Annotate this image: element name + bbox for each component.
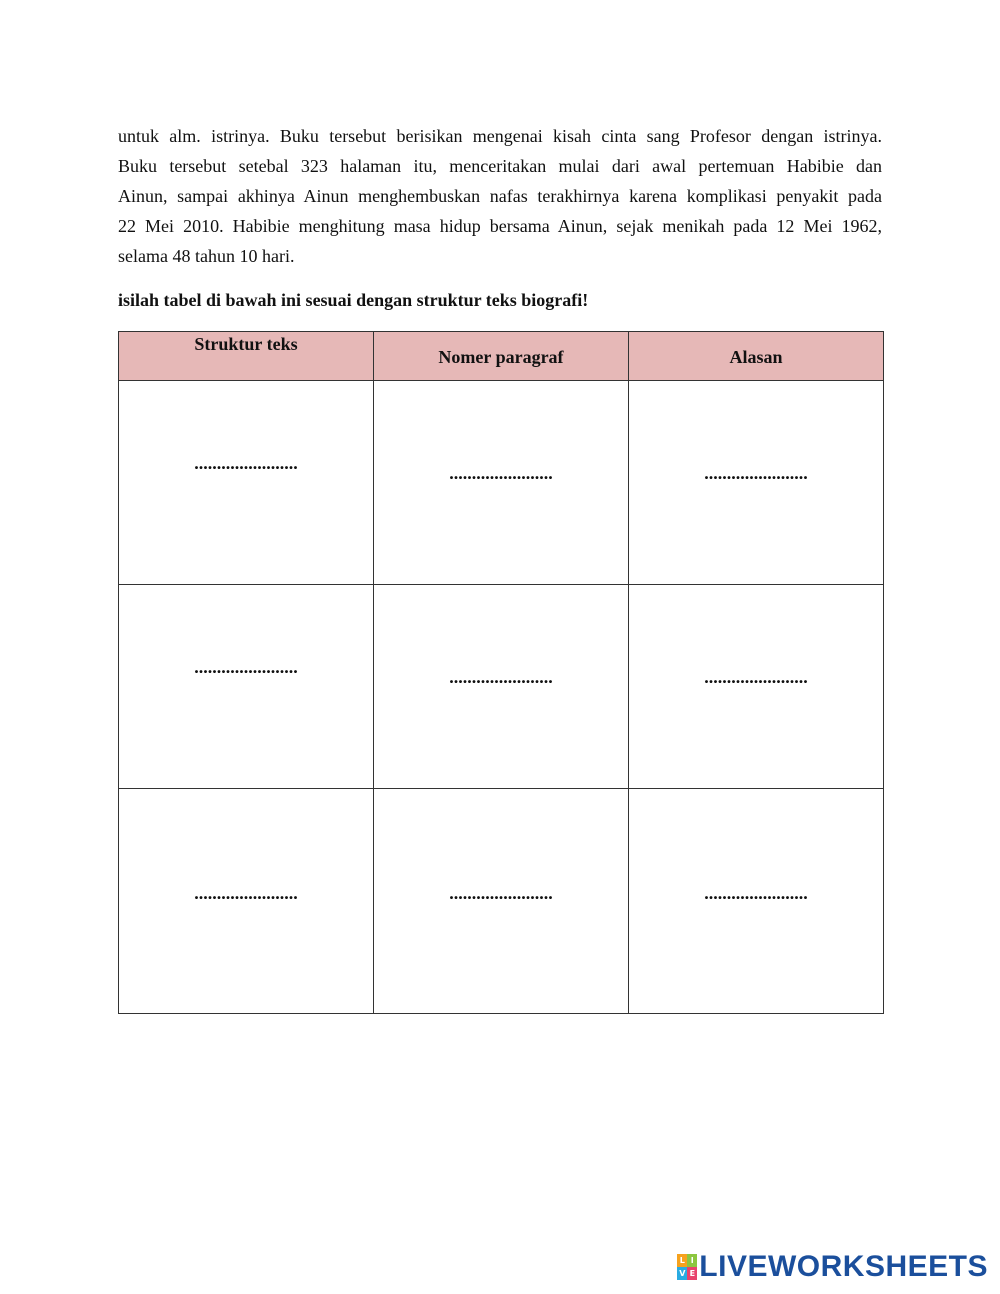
- blank-answer-field[interactable]: .......................: [449, 463, 553, 483]
- answer-cell-paragraf[interactable]: [374, 381, 629, 585]
- logo-letter: V: [679, 1269, 686, 1278]
- blank-answer-field[interactable]: .......................: [194, 657, 298, 677]
- paragraph-line: selama 48 tahun 10 hari.: [118, 246, 295, 266]
- logo-letter: E: [687, 1267, 697, 1280]
- instruction-text: isilah tabel di bawah ini sesuai dengan struktur teks biografi!: [118, 290, 589, 310]
- answer-cell-struktur[interactable]: [119, 381, 374, 585]
- table-header-row: [119, 332, 884, 381]
- blank-answer-field[interactable]: .......................: [194, 883, 298, 903]
- blank-answer-field[interactable]: .......................: [449, 883, 553, 903]
- answer-cell-alasan[interactable]: [629, 585, 884, 789]
- answer-cell-alasan[interactable]: [629, 381, 884, 585]
- table-row: [119, 789, 884, 1014]
- blank-answer-field[interactable]: .......................: [704, 883, 808, 903]
- answer-cell-struktur[interactable]: [119, 789, 374, 1014]
- header-nomer-paragraf: Nomer paragraf: [374, 332, 629, 381]
- answer-cell-paragraf[interactable]: [374, 585, 629, 789]
- paragraph-line: Buku tersebut setebal 323 halaman itu, menceritakan mulai dari awal pertemuan Habibie dan: [118, 156, 882, 176]
- blank-answer-field[interactable]: .......................: [194, 453, 298, 473]
- blank-answer-field[interactable]: .......................: [704, 667, 808, 687]
- logo-wordmark: LIVEWORKSHEETS: [699, 1250, 988, 1283]
- answer-cell-alasan[interactable]: [629, 789, 884, 1014]
- table-row: [119, 585, 884, 789]
- blank-answer-field[interactable]: .......................: [449, 667, 553, 687]
- header-struktur-teks: Struktur teks: [119, 332, 374, 381]
- answer-table: [118, 331, 884, 1014]
- logo-mark-icon: [677, 1254, 697, 1280]
- paragraph-line: untuk alm. istrinya. Buku tersebut berisikan mengenai kisah cinta sang Profesor dengan istrinya.: [118, 126, 882, 146]
- body-paragraph: [118, 121, 882, 271]
- answer-cell-paragraf[interactable]: [374, 789, 629, 1014]
- paragraph-line: 22 Mei 2010. Habibie menghitung masa hidup bersama Ainun, sejak menikah pada 12 Mei 1962,: [118, 216, 882, 236]
- blank-answer-field[interactable]: .......................: [704, 463, 808, 483]
- paragraph-line: Ainun, sampai akhinya Ainun menghembuskan nafas terakhirnya karena komplikasi penyakit pada: [118, 186, 882, 206]
- logo-letter: L: [677, 1254, 687, 1267]
- table-row: [119, 381, 884, 585]
- logo-letter: I: [687, 1254, 697, 1267]
- answer-cell-struktur[interactable]: [119, 585, 374, 789]
- header-alasan: Alasan: [629, 332, 884, 381]
- liveworksheets-logo: [677, 1250, 988, 1284]
